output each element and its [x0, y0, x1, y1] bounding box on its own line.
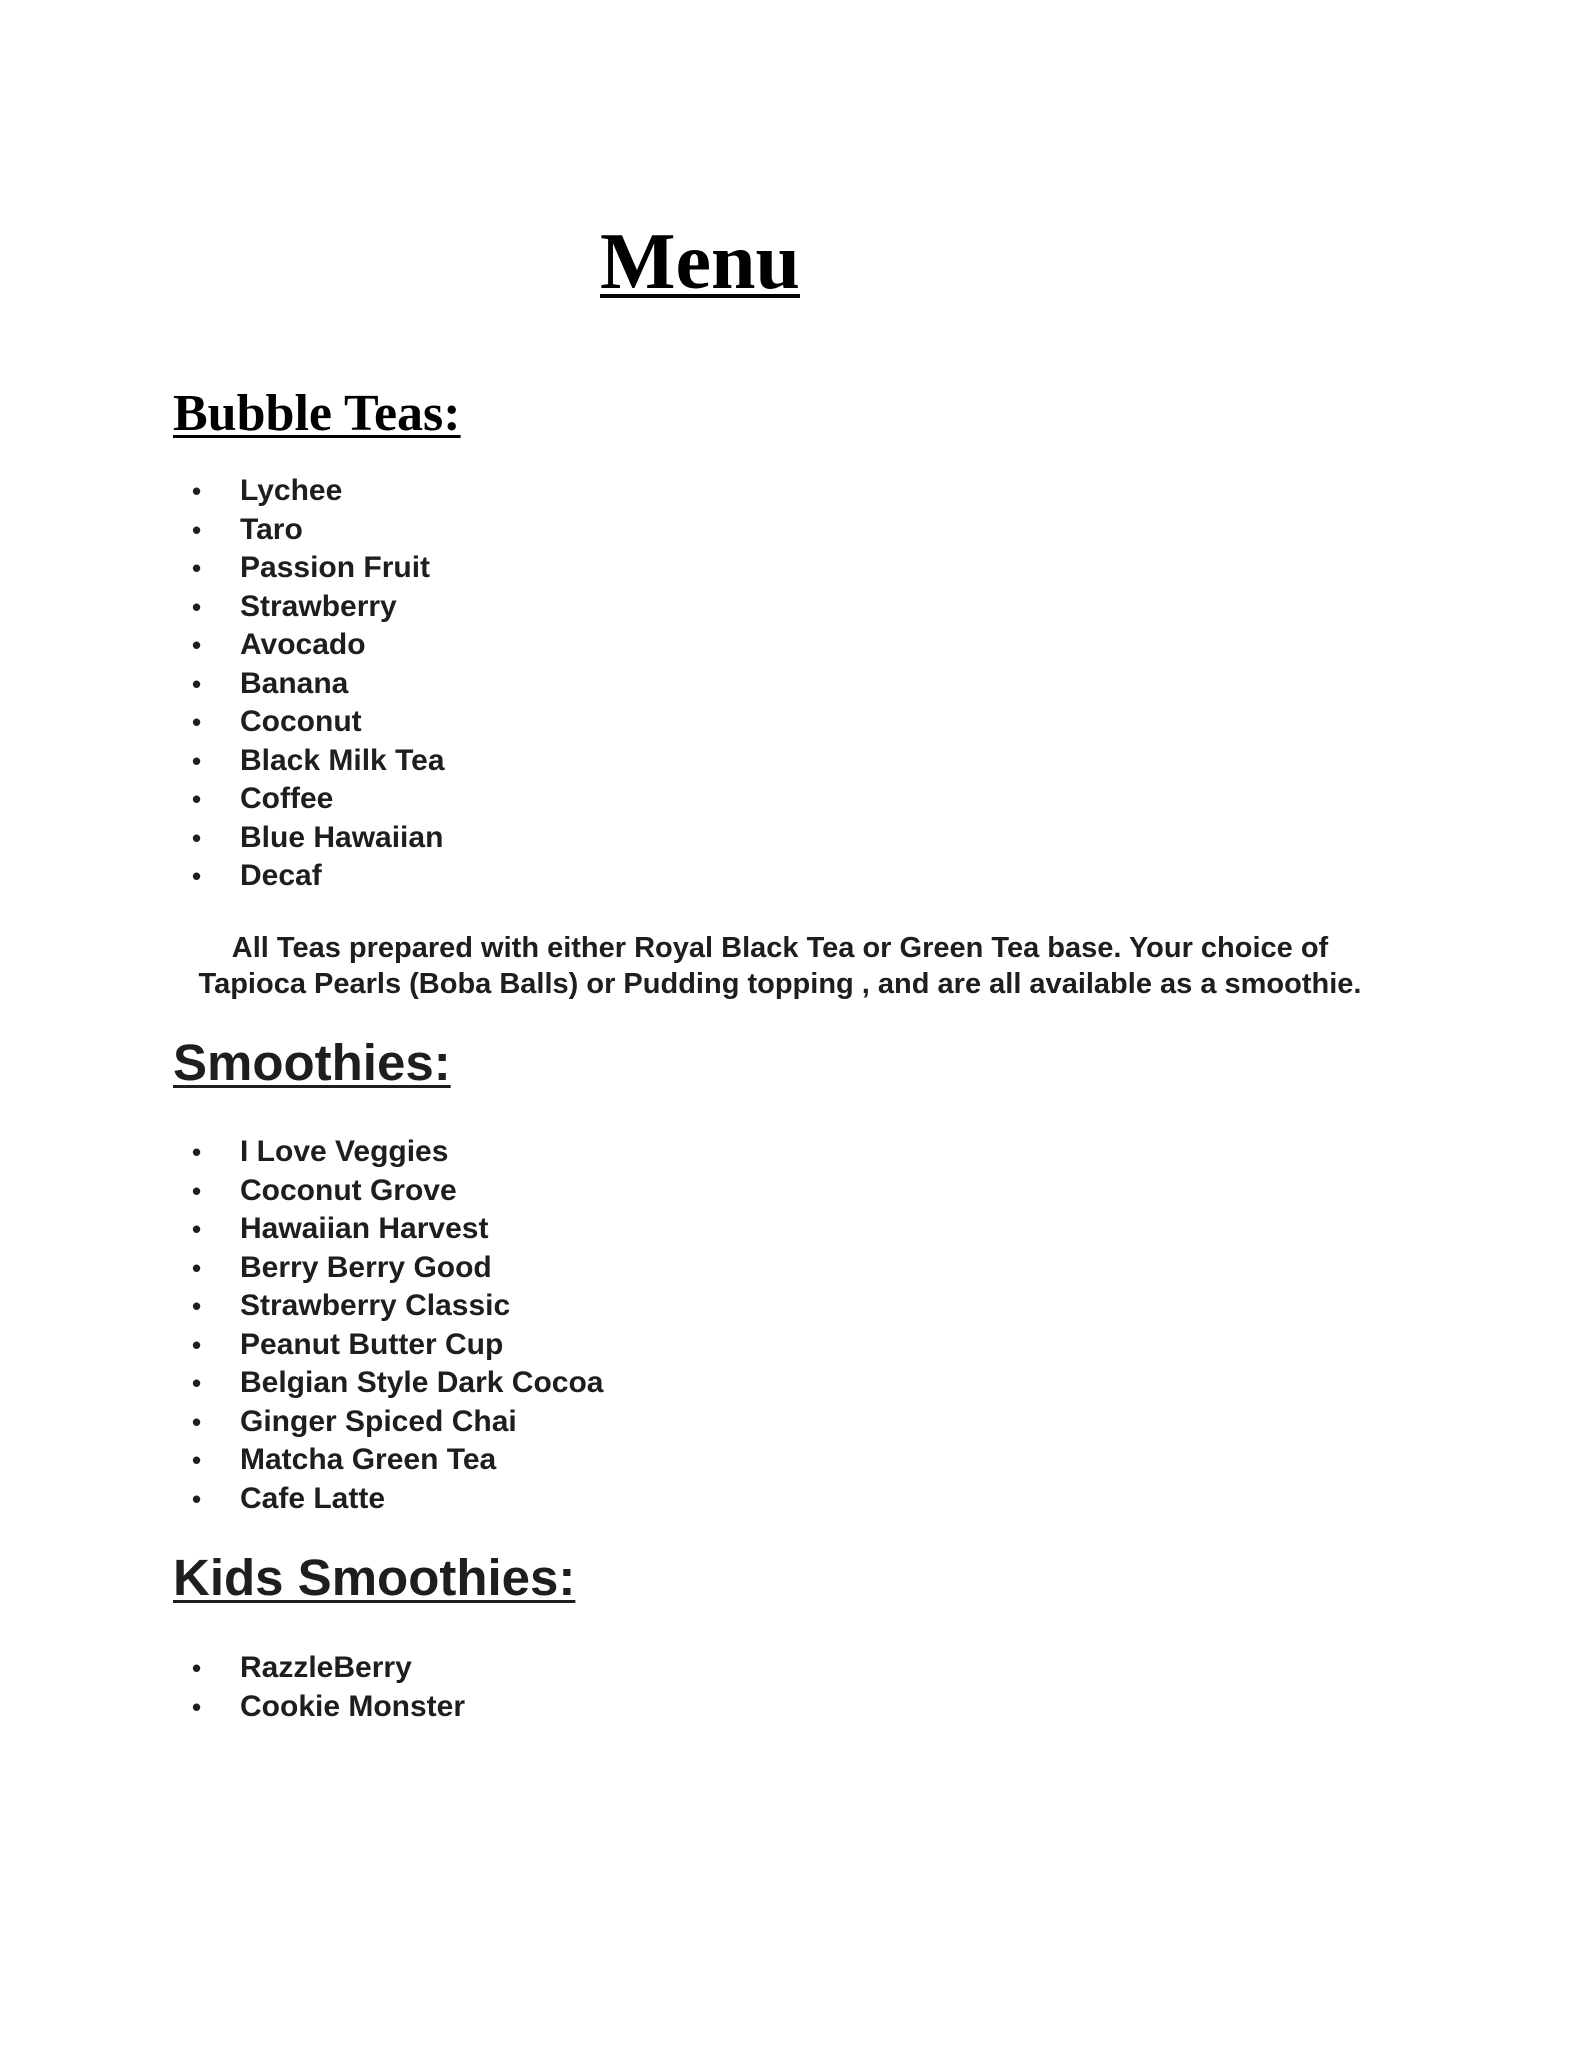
bubble-teas-list	[173, 472, 445, 896]
bullet-icon: •	[192, 861, 202, 891]
item-label: Lychee	[240, 474, 343, 507]
list-item	[173, 549, 445, 588]
bullet-icon: •	[192, 784, 202, 814]
bullet-icon: •	[192, 1252, 202, 1283]
list-item	[173, 857, 445, 896]
list-item	[173, 472, 445, 511]
item-label: Avocado	[240, 628, 366, 661]
list-item	[173, 511, 445, 550]
bullet-icon: •	[192, 1653, 202, 1683]
bullet-icon: •	[192, 630, 202, 660]
bullet-icon: •	[192, 1291, 202, 1321]
list-item	[173, 819, 445, 858]
bullet-icon: •	[192, 1137, 202, 1167]
list-item	[173, 742, 445, 781]
list-item	[173, 1249, 603, 1288]
list-item	[173, 1172, 603, 1211]
list-item	[173, 626, 445, 665]
bullet-icon: •	[192, 1329, 202, 1360]
item-label: Hawaiian Harvest	[240, 1212, 489, 1245]
item-label: Coffee	[240, 782, 334, 815]
list-item	[173, 1688, 465, 1727]
item-label: Berry Berry Good	[240, 1250, 492, 1284]
list-item	[173, 1287, 603, 1326]
bullet-icon: •	[192, 1214, 202, 1244]
bullet-icon: •	[192, 1368, 202, 1398]
list-item	[173, 1403, 603, 1442]
kids-smoothies-heading: Kids Smoothies:	[173, 1549, 576, 1606]
item-label: Banana	[240, 666, 349, 700]
item-label: Coconut Grove	[240, 1173, 457, 1207]
bullet-icon: •	[192, 476, 202, 506]
item-label: Strawberry	[240, 589, 397, 623]
bullet-icon: •	[192, 745, 202, 776]
item-label: Cookie Monster	[240, 1689, 466, 1723]
bullet-icon: •	[192, 1406, 202, 1437]
bullet-icon: •	[192, 668, 202, 699]
bullet-icon: •	[192, 1445, 202, 1475]
kids-smoothies-list	[173, 1649, 465, 1726]
smoothies-list	[173, 1133, 603, 1518]
bullet-icon: •	[192, 591, 202, 622]
note-line-2: Tapioca Pearls (Boba Balls) or Pudding topping , and are all available as a smoothie.	[198, 968, 1362, 1000]
item-label: Ginger Spiced Chai	[240, 1404, 517, 1438]
bullet-icon: •	[192, 1175, 202, 1206]
item-label: Cafe Latte	[240, 1481, 386, 1515]
list-item	[173, 665, 445, 704]
note-line-1: All Teas prepared with either Royal Black Tea or Green Tea base. Your choice of	[231, 932, 1329, 964]
tea-preparation-note	[100, 930, 1460, 1002]
item-label: Taro	[240, 512, 303, 546]
item-label: Decaf	[240, 859, 322, 892]
item-label: Strawberry Classic	[240, 1289, 511, 1322]
item-label: Coconut	[240, 705, 362, 738]
bullet-icon: •	[192, 822, 202, 853]
list-item	[173, 1210, 603, 1249]
item-label: Matcha Green Tea	[240, 1443, 497, 1476]
list-item	[173, 1364, 603, 1403]
bullet-icon: •	[192, 514, 202, 545]
bullet-icon: •	[192, 553, 202, 583]
bullet-icon: •	[192, 1483, 202, 1514]
item-label: Blue Hawaiian	[240, 820, 444, 854]
list-item	[173, 1441, 603, 1480]
item-label: Peanut Butter Cup	[240, 1327, 504, 1361]
bubble-teas-heading: Bubble Teas:	[173, 385, 461, 442]
item-label: Passion Fruit	[240, 551, 431, 584]
bullet-icon: •	[192, 707, 202, 737]
item-label: Black Milk Tea	[240, 743, 445, 777]
bullet-icon: •	[192, 1691, 202, 1722]
list-item	[173, 1133, 603, 1172]
page-title: Menu	[600, 218, 800, 306]
list-item	[173, 703, 445, 742]
list-item	[173, 1326, 603, 1365]
item-label: RazzleBerry	[240, 1651, 412, 1684]
list-item	[173, 1480, 603, 1519]
list-item	[173, 588, 445, 627]
list-item	[173, 1649, 465, 1688]
list-item	[173, 780, 445, 819]
item-label: Belgian Style Dark Cocoa	[240, 1366, 604, 1399]
smoothies-heading: Smoothies:	[173, 1034, 451, 1091]
item-label: I Love Veggies	[240, 1135, 449, 1168]
